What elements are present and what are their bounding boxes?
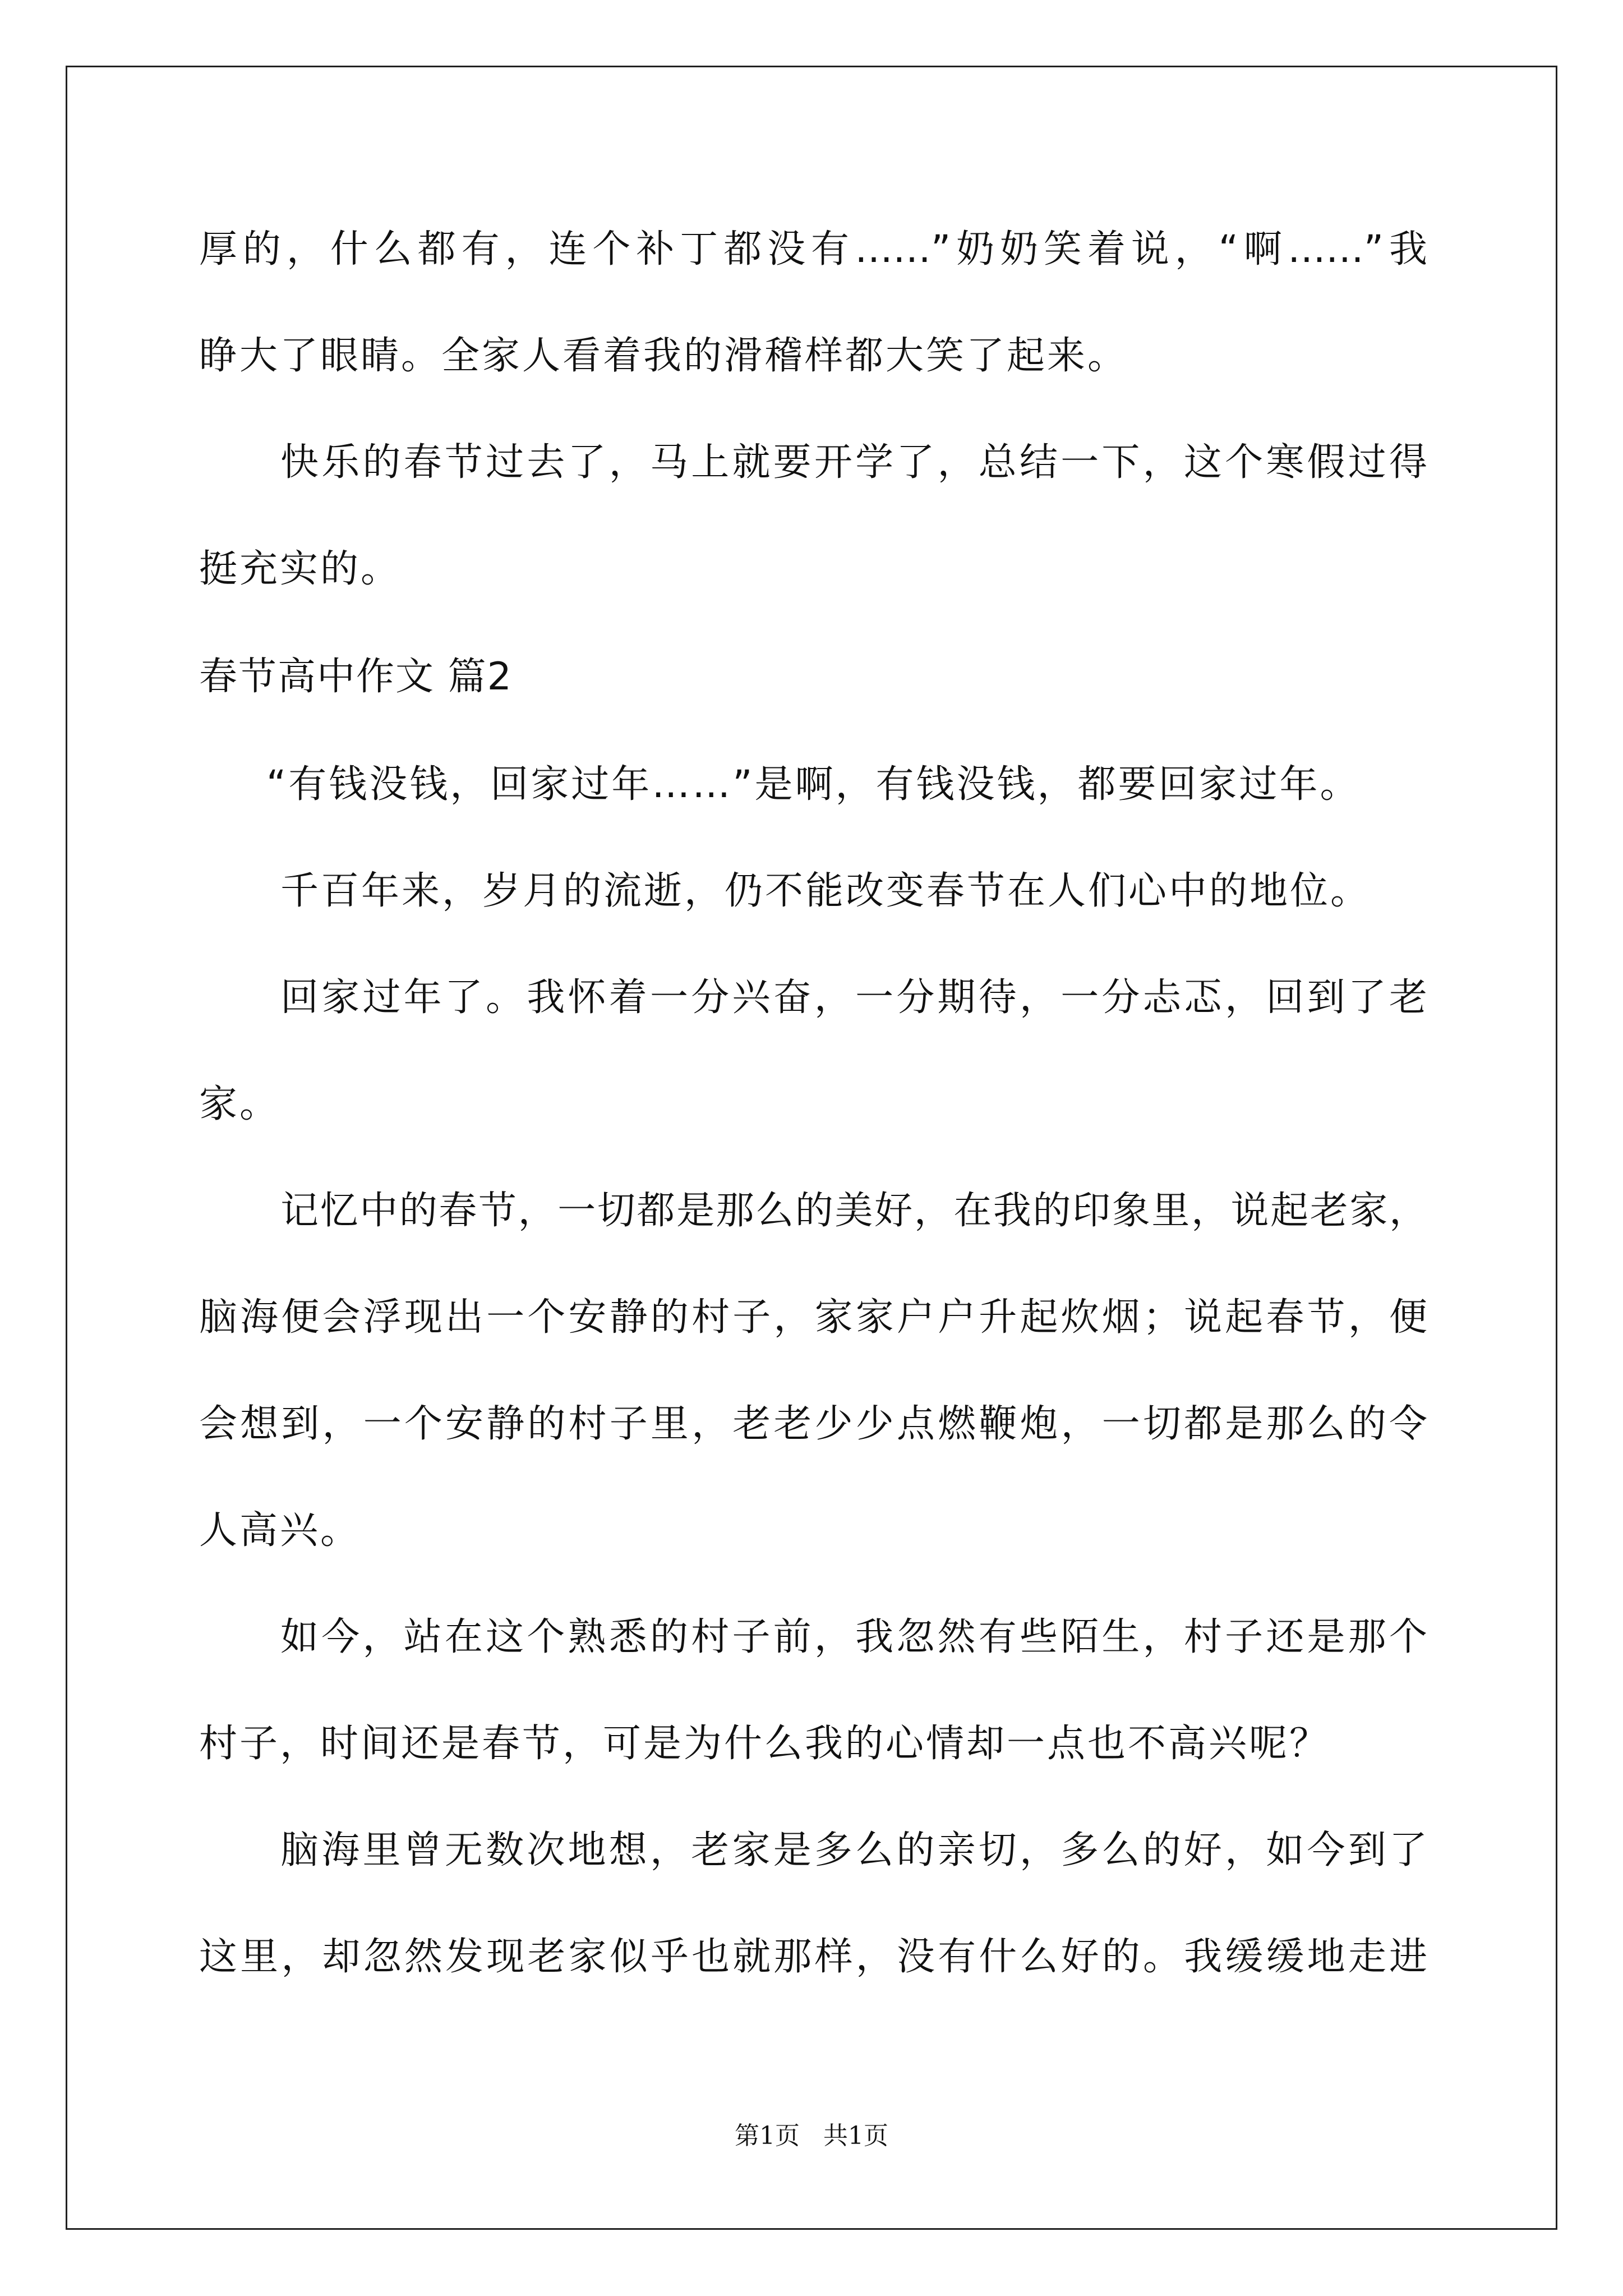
text-line: 脑海便会浮现出一个安静的村子，家家户户升起炊烟；说起春节，便 <box>199 1295 1427 1340</box>
page-border <box>66 66 1557 2230</box>
text-line: 快乐的春节过去了，马上就要开学了，总结一下，这个寒假过得 <box>280 440 1427 485</box>
text-line: 厚的，什么都有，连个补丁都没有……”奶奶笑着说，“啊……”我 <box>199 227 1427 272</box>
text-line: 家。 <box>199 1082 280 1126</box>
page-footer <box>0 2120 1623 2152</box>
text-line: 脑海里曾无数次地想，老家是多么的亲切，多么的好，如今到了 <box>280 1828 1427 1872</box>
section-heading: 春节高中作文 篇2 <box>199 655 513 699</box>
text-line: 会想到，一个安静的村子里，老老少少点燃鞭炮，一切都是那么的令 <box>199 1402 1427 1446</box>
text-line: 睁大了眼睛。全家人看着我的滑稽样都大笑了起来。 <box>199 334 1128 378</box>
text-line: 这里，却忽然发现老家似乎也就那样，没有什么好的。我缓缓地走进 <box>199 1935 1427 1979</box>
text-line: 挺充实的。 <box>199 547 402 591</box>
text-line: 回家过年了。我怀着一分兴奋，一分期待，一分忐忑，回到了老 <box>280 976 1427 1020</box>
text-line: “有钱没钱，回家过年……”是啊，有钱没钱，都要回家过年。 <box>266 762 1361 807</box>
text-line: 记忆中的春节，一切都是那么的美好，在我的印象里，说起老家， <box>280 1189 1427 1233</box>
page-number: 第1页 <box>735 2122 800 2150</box>
text-line: 千百年来，岁月的流逝，仍不能改变春节在人们心中的地位。 <box>280 869 1371 913</box>
text-line: 村子，时间还是春节，可是为什么我的心情却一点也不高兴呢？ <box>199 1722 1330 1766</box>
text-line: 如今，站在这个熟悉的村子前，我忽然有些陌生，村子还是那个 <box>280 1615 1427 1659</box>
page-total: 共1页 <box>823 2122 888 2150</box>
text-line: 人高兴。 <box>199 1508 361 1553</box>
